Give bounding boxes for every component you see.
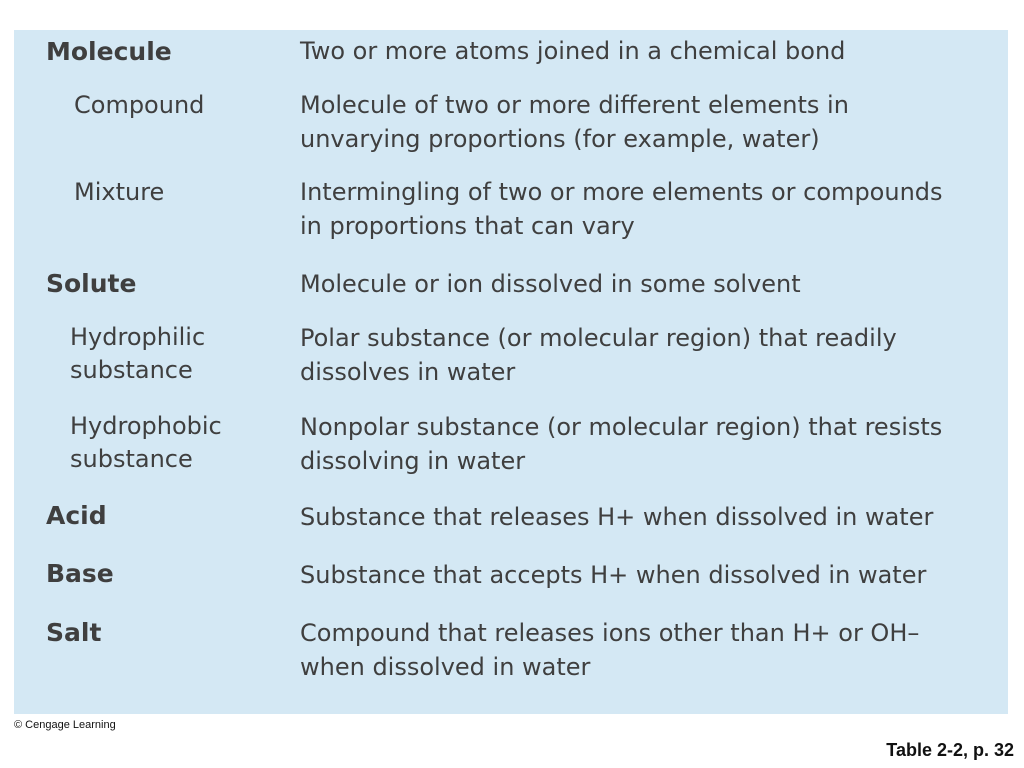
definition-acid	[300, 500, 990, 534]
definition-salt	[300, 616, 990, 684]
definition-line: dissolves in water	[300, 358, 516, 386]
definition-line: in proportions that can vary	[300, 212, 635, 240]
definition-molecule	[300, 34, 990, 68]
definition-hydrophobic-substance	[300, 410, 990, 478]
term-line: substance	[70, 445, 193, 473]
term-hydrophilic-substance	[70, 321, 205, 387]
definition-line: unvarying proportions (for example, water)	[300, 125, 820, 153]
definition-base	[300, 558, 990, 592]
definitions-table	[14, 30, 1008, 714]
definition-line: Molecule of two or more different elements in	[300, 91, 849, 119]
term-molecule: Molecule	[46, 37, 172, 66]
term-compound: Compound	[74, 91, 205, 119]
definition-line: Substance that releases H+ when dissolved in water	[300, 503, 934, 531]
term-solute: Solute	[46, 269, 137, 298]
definition-line: when dissolved in water	[300, 653, 591, 681]
term-acid: Acid	[46, 501, 107, 530]
term-mixture: Mixture	[74, 178, 165, 206]
term-line: substance	[70, 356, 193, 384]
definition-hydrophilic-substance	[300, 321, 990, 389]
term-hydrophobic-substance	[70, 410, 222, 476]
definition-compound	[300, 88, 990, 156]
definition-line: dissolving in water	[300, 447, 526, 475]
definition-mixture	[300, 175, 990, 243]
definition-line: Compound that releases ions other than H+ or OH–	[300, 619, 920, 647]
copyright-credit: © Cengage Learning	[14, 719, 116, 731]
term-line: Hydrophobic	[70, 412, 222, 440]
definition-line: Substance that accepts H+ when dissolved in water	[300, 561, 927, 589]
definition-line: Intermingling of two or more elements or compounds	[300, 178, 943, 206]
definition-line: Nonpolar substance (or molecular region) that resists	[300, 413, 943, 441]
definition-line: Polar substance (or molecular region) that readily	[300, 324, 897, 352]
term-salt: Salt	[46, 618, 102, 647]
definition-line: Two or more atoms joined in a chemical bond	[300, 37, 846, 65]
definition-line: Molecule or ion dissolved in some solvent	[300, 270, 801, 298]
term-base: Base	[46, 559, 114, 588]
table-reference: Table 2-2, p. 32	[886, 740, 1014, 760]
definition-solute	[300, 267, 990, 301]
term-line: Hydrophilic	[70, 323, 206, 351]
